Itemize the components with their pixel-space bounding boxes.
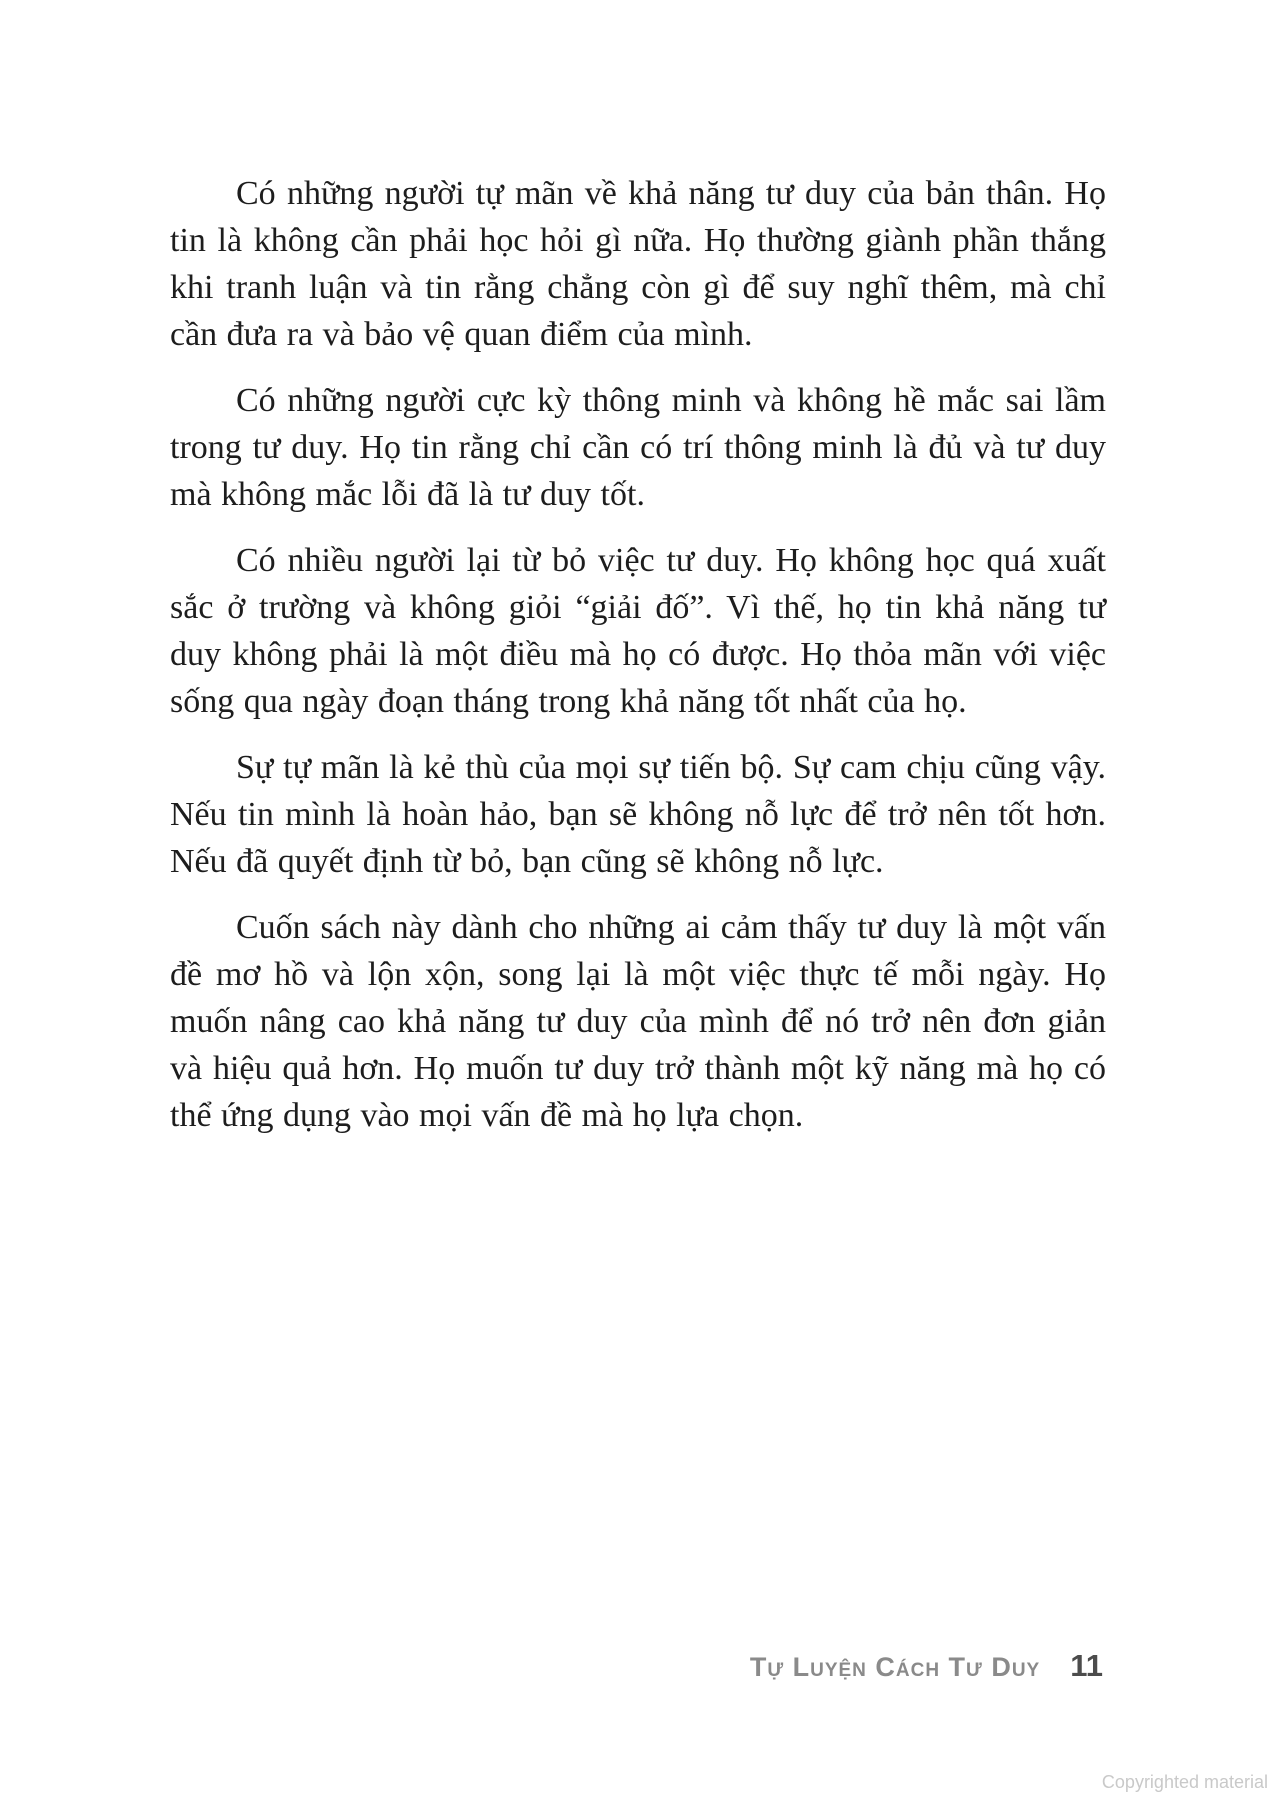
footer-book-title: Tự Luyện Cách Tư Duy: [749, 1652, 1041, 1682]
body-text-block: [170, 170, 1106, 1158]
page-footer: [750, 1648, 1103, 1684]
footer-page-number: 11: [1070, 1648, 1103, 1683]
body-paragraph: Có những người cực kỳ thông minh và không hề mắc sai lầm trong tư duy. Họ tin rằng chỉ cần có trí thông minh là đủ và tư duy mà không mắc lỗi đã là tư duy tốt.: [170, 382, 1106, 513]
body-paragraph: Cuốn sách này dành cho những ai cảm thấy tư duy là một vấn đề mơ hồ và lộn xộn, song lại là một việc thực tế mỗi ngày. Họ muốn nâng cao khả năng tư duy của mình để nó trở nên đơn giản và hiệu quả hơn. Họ muốn tư duy trở thành một kỹ năng mà họ có thể ứng dụng vào mọi vấn đề mà họ lựa chọn.: [170, 909, 1106, 1134]
body-paragraph: Có những người tự mãn về khả năng tư duy của bản thân. Họ tin là không cần phải học hỏi gì nữa. Họ thường giành phần thắng khi tranh luận và tin rằng chẳng còn gì để suy nghĩ thêm, mà chỉ cần đưa ra và bảo vệ quan điểm của mình.: [170, 175, 1106, 353]
body-paragraph: Có nhiều người lại từ bỏ việc tư duy. Họ không học quá xuất sắc ở trường và không giỏi “giải đố”. Vì thế, họ tin khả năng tư duy không phải là một điều mà họ có được. Họ thỏa mãn với việc sống qua ngày đoạn tháng trong khả năng tốt nhất của họ.: [170, 542, 1106, 720]
copyright-notice: Copyrighted material: [1101, 1772, 1268, 1792]
body-paragraph: Sự tự mãn là kẻ thù của mọi sự tiến bộ. Sự cam chịu cũng vậy. Nếu tin mình là hoàn hảo, bạn sẽ không nỗ lực để trở nên tốt hơn. Nếu đã quyết định từ bỏ, bạn cũng sẽ không nỗ lực.: [170, 749, 1106, 880]
